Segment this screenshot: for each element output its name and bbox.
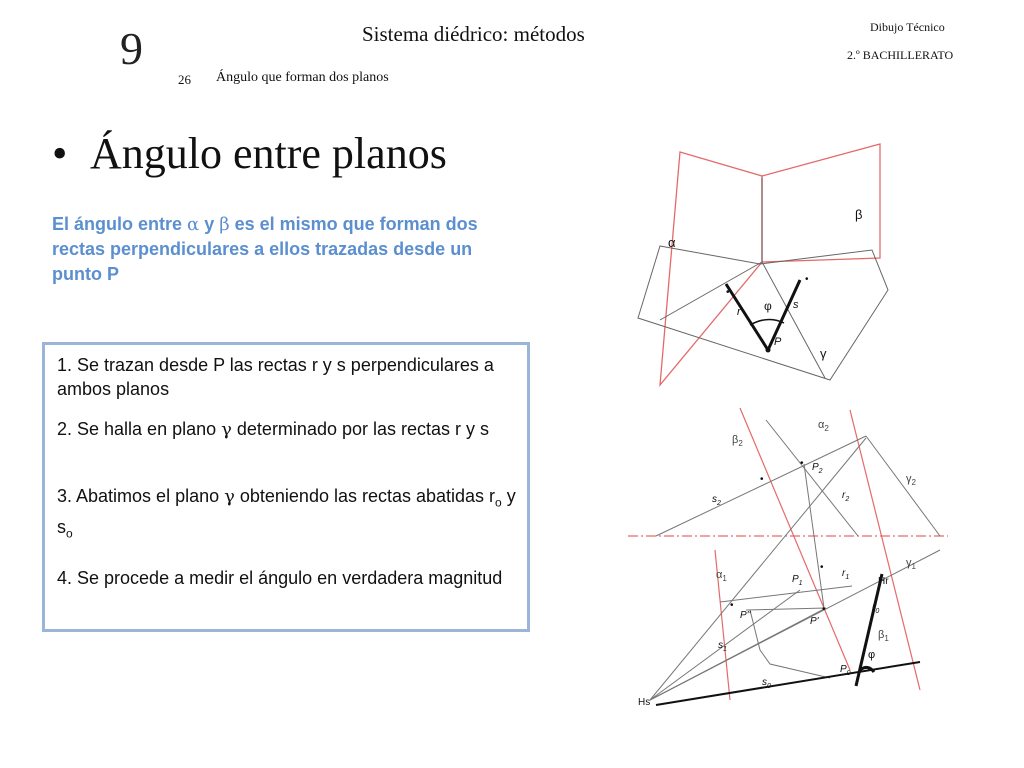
construction-lines xyxy=(650,420,940,700)
page-number: 26 xyxy=(178,72,191,87)
step-2-text-b: determinado por las rectas r y s xyxy=(231,419,490,439)
alpha1-label: $\alpha_1$ xyxy=(716,569,727,583)
construction-line xyxy=(656,436,866,536)
beta-label: β xyxy=(855,207,863,222)
intro-part-2: y xyxy=(199,214,220,234)
steps-box xyxy=(42,342,530,632)
p-prime-label: P' xyxy=(810,616,819,627)
diedric-figure xyxy=(620,400,950,720)
p-double-prime-label: P'' xyxy=(740,610,751,621)
right-angle-mark: • xyxy=(822,604,826,615)
s1-label: $s_1$ xyxy=(718,640,727,653)
hr-label: Hr xyxy=(878,576,889,587)
planes-3d-figure xyxy=(620,140,900,390)
construction-line xyxy=(650,550,940,700)
step-4: 4. Se procede a medir el ángulo en verdadera magnitud xyxy=(57,568,503,588)
s-line xyxy=(650,438,866,700)
gamma-plane xyxy=(638,246,888,380)
step-3-text-c: y s xyxy=(57,486,516,537)
p1-label: $P_1$ xyxy=(792,574,803,587)
phi-label: φ xyxy=(764,299,772,313)
subscript: o xyxy=(495,495,502,510)
beta-plane xyxy=(762,144,880,262)
chapter-number: 9 xyxy=(120,23,143,74)
r-label: r xyxy=(737,306,741,318)
gamma-symbol: γ xyxy=(224,486,235,507)
p-label: P xyxy=(774,336,782,348)
r2-label: $r_2$ xyxy=(842,490,850,503)
line-s xyxy=(768,280,800,350)
beta-symbol: β xyxy=(219,214,230,235)
gamma1-label: $\gamma_1$ xyxy=(906,557,916,571)
alpha2-trace xyxy=(850,410,920,690)
s-label: s xyxy=(793,299,799,311)
s2-label: $s_2$ xyxy=(712,494,721,507)
intro-part-3: es el mismo que forman dos rectas perpendiculares a ellos trazadas desde un punto P xyxy=(52,214,478,284)
line-r xyxy=(726,284,768,350)
gamma-symbol: γ xyxy=(221,419,232,440)
alpha-symbol: α xyxy=(187,214,200,235)
slide-title: Ángulo entre planos xyxy=(90,129,447,178)
title-bullet: • xyxy=(52,129,68,178)
step-3 xyxy=(57,484,519,545)
subject-label: Dibujo Técnico xyxy=(870,20,945,34)
alpha-plane xyxy=(660,152,762,385)
step-3-text-b: obteniendo las rectas abatidas r xyxy=(234,486,496,506)
right-angle-mark: • xyxy=(730,600,734,611)
p2-label: $P_2$ xyxy=(812,462,823,475)
alpha2-label: $\alpha_2$ xyxy=(818,419,829,433)
hs-label: Hs xyxy=(638,697,651,708)
gamma2-label: $\gamma_2$ xyxy=(906,473,916,487)
phi-label: φ xyxy=(868,649,876,661)
r1-label: $r_1$ xyxy=(842,568,850,581)
beta-trace xyxy=(740,408,850,670)
alpha-label: α xyxy=(668,235,676,250)
right-angle-mark: • xyxy=(760,474,764,485)
step-2-text-a: 2. Se halla en plano xyxy=(57,419,222,439)
gamma-label: γ xyxy=(820,346,827,361)
right-angle-mark: • xyxy=(805,274,809,285)
step-2 xyxy=(57,417,519,442)
step-1: 1. Se trazan desde P las rectas r y s perpendiculares a ambos planos xyxy=(57,355,494,399)
plane-traces-red xyxy=(715,408,920,700)
course-label: 2.º BACHILLERATO xyxy=(847,48,954,62)
unit-title: Sistema diédrico: métodos xyxy=(362,22,585,46)
alpha-trace xyxy=(660,262,762,320)
r0-label: $r_0$ xyxy=(872,602,880,615)
beta1-label: $\beta_1$ xyxy=(878,629,889,643)
section-title: Ángulo que forman dos planos xyxy=(216,70,389,85)
right-angle-mark: • xyxy=(800,458,804,469)
right-angle-mark: • xyxy=(726,287,730,298)
beta2-label: $\beta_2$ xyxy=(732,434,743,448)
construction-line xyxy=(746,608,826,610)
right-angle-mark: • xyxy=(820,562,824,573)
construction-line xyxy=(720,586,852,602)
point-p xyxy=(766,348,771,353)
intro-text xyxy=(52,212,522,287)
p0-label: $P_0$ xyxy=(840,664,851,677)
s0-label: $s_0$ xyxy=(762,677,771,690)
subscript: o xyxy=(66,526,73,541)
construction-line xyxy=(650,590,800,700)
step-3-text-a: 3. Abatimos el plano xyxy=(57,486,225,506)
intro-part-1: El ángulo entre xyxy=(52,214,188,234)
construction-line xyxy=(866,436,940,536)
